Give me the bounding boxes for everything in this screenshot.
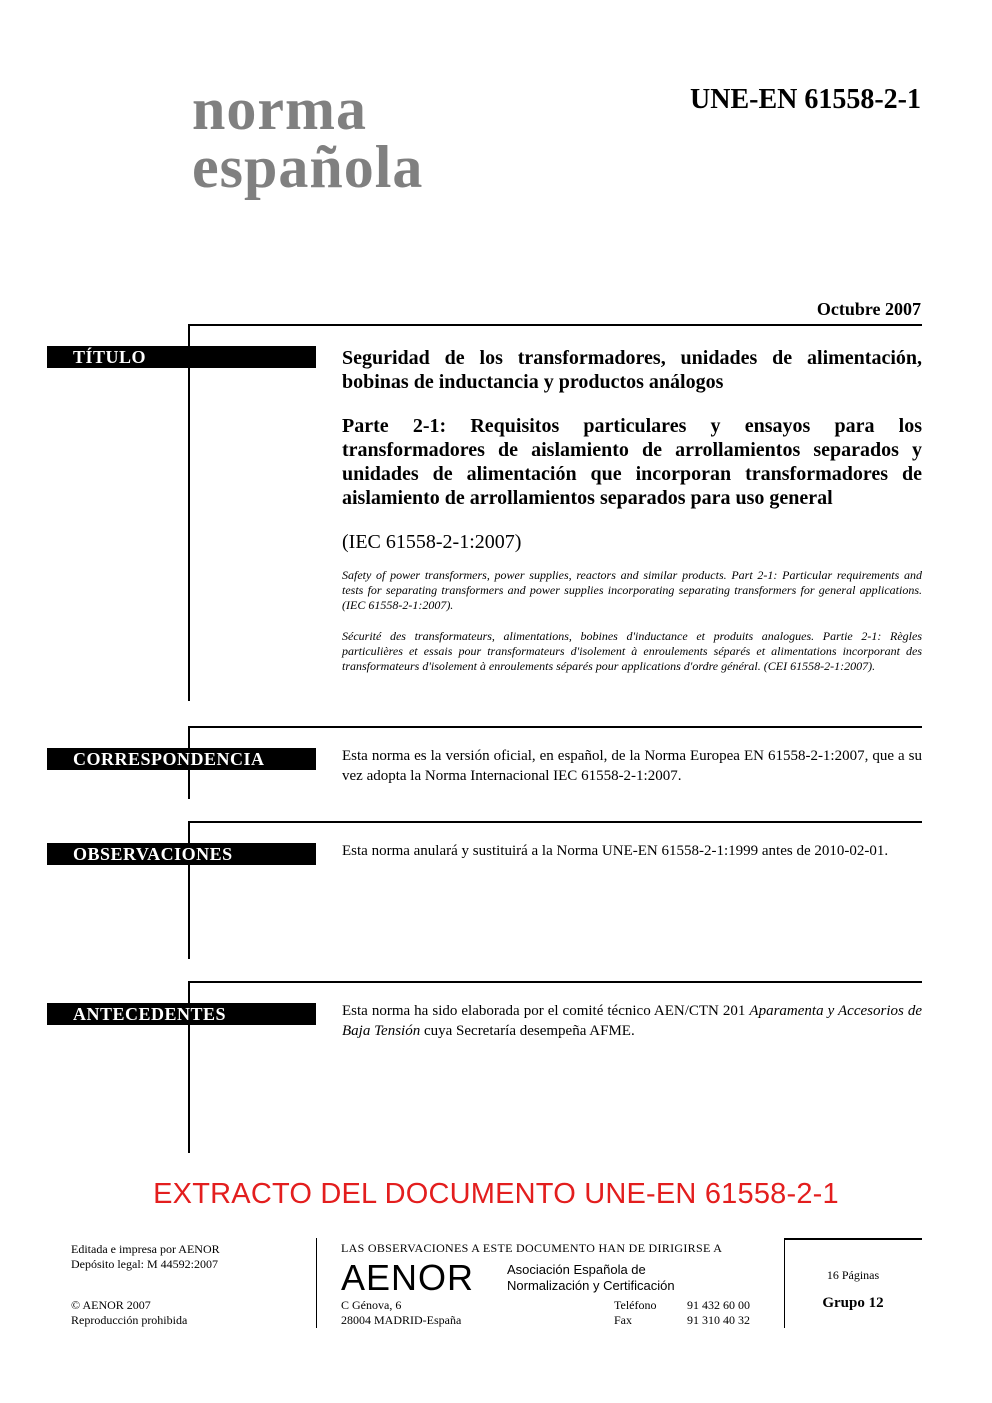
label-correspondencia: CORRESPONDENCIA bbox=[47, 748, 316, 770]
footer-edited: Editada e impresa por AENOR bbox=[71, 1242, 220, 1256]
observaciones-text: Esta norma anulará y sustituirá a la Norma UNE-EN 61558-2-1:1999 antes de 2010-02-01. bbox=[342, 843, 889, 859]
footer-contact-labels bbox=[614, 1298, 656, 1328]
footer-deposit: Depósito legal: M 44592:2007 bbox=[71, 1257, 218, 1271]
standard-code: UNE-EN 61558-2-1 bbox=[690, 84, 921, 115]
footer-address bbox=[341, 1298, 461, 1328]
committee-name: Aparamenta y Accesorios de Baja Tensión bbox=[342, 1003, 922, 1039]
group-number: Grupo 12 bbox=[822, 1295, 884, 1311]
fax-number: 91 310 40 32 bbox=[687, 1313, 750, 1327]
fax-label: Fax bbox=[614, 1313, 632, 1327]
antecedentes-text-start: Esta norma ha sido elaborada por el comité técnico AEN/CTN 201 bbox=[342, 1003, 750, 1019]
address-line-2: 28004 MADRID-España bbox=[341, 1313, 462, 1327]
footer-copyright: © AENOR 2007 bbox=[71, 1298, 151, 1312]
brand-line-2: española bbox=[192, 134, 424, 200]
antecedentes-text bbox=[342, 1001, 922, 1041]
footer-reproduction: Reproducción prohibida bbox=[71, 1313, 188, 1327]
footer-rights bbox=[71, 1298, 187, 1328]
brand-line-1: norma bbox=[192, 76, 367, 142]
label-titulo: TÍTULO bbox=[47, 346, 316, 368]
section-divider-correspondencia bbox=[189, 726, 922, 728]
title-part: Parte 2-1: Requisitos particulares y ensayos para los transformadores de aislamiento de arrollamientos separados y unidades de alimentación que incorporan transformadores de aislamiento de arrollamientos separados para uso general bbox=[342, 415, 922, 509]
publication-date: Octubre 2007 bbox=[816, 299, 921, 319]
title-iec-reference: (IEC 61558-2-1:2007) bbox=[342, 531, 522, 553]
footer-observations-notice: LAS OBSERVACIONES A ESTE DOCUMENTO HAN DE DIRIGIRSE A bbox=[341, 1241, 723, 1255]
antecedentes-text-end: cuya Secretaría desempeña AFME. bbox=[420, 1023, 635, 1039]
section-divider-titulo bbox=[189, 324, 922, 326]
label-antecedentes: ANTECEDENTES bbox=[47, 1003, 316, 1025]
title-french: Sécurité des transformateurs, alimentations, bobines d'inductance et produits analogues. Partie 2-1: Règles particulières et essais pour transformateurs d'isolement à enroulements séparés et alimentations incorporant des transformateurs d'isolement à enroulements séparés pour applications d'ordre général. (CEI 61558-2-1:2007). bbox=[342, 629, 922, 673]
page-count: 16 Páginas bbox=[826, 1268, 880, 1282]
section-divider-antecedentes bbox=[189, 981, 922, 983]
footer-publisher bbox=[71, 1242, 220, 1272]
section-divider-observaciones bbox=[189, 821, 922, 823]
address-line-1: C Génova, 6 bbox=[341, 1298, 402, 1312]
document-brand bbox=[192, 76, 424, 200]
extract-watermark: EXTRACTO DEL DOCUMENTO UNE-EN 61558-2-1 bbox=[153, 1178, 839, 1210]
phone-number: 91 432 60 00 bbox=[687, 1298, 750, 1312]
phone-label: Teléfono bbox=[614, 1298, 657, 1312]
footer-contact-values bbox=[687, 1298, 750, 1328]
aenor-organization bbox=[507, 1262, 675, 1294]
title-english: Safety of power transformers, power supplies, reactors and similar products. Part 2-1: Particular requirements and tests for separating transformers and power supplies incorporating separating transformers for general applications. (IEC 61558-2-1:2007). bbox=[342, 568, 922, 612]
footer-divider-left bbox=[316, 1238, 317, 1328]
correspondencia-text: Esta norma es la versión oficial, en español, de la Norma Europea EN 61558-2-1:2007, que a su vez adopta la Norma Internacional IEC 61558-2-1:2007. bbox=[342, 748, 922, 784]
section-vrule-titulo bbox=[188, 324, 190, 701]
aenor-org-line-2: Normalización y Certificación bbox=[507, 1278, 675, 1293]
aenor-logo: AENOR bbox=[341, 1257, 475, 1298]
label-observaciones: OBSERVACIONES bbox=[47, 843, 316, 865]
title-spanish: Seguridad de los transformadores, unidades de alimentación, bobinas de inductancia y productos análogos bbox=[342, 347, 922, 393]
aenor-org-line-1: Asociación Española de bbox=[507, 1262, 646, 1277]
titulo-content bbox=[342, 346, 922, 674]
footer-top-rule bbox=[784, 1238, 922, 1240]
footer-divider-right bbox=[784, 1238, 785, 1328]
section-vrule-observaciones bbox=[188, 821, 190, 959]
